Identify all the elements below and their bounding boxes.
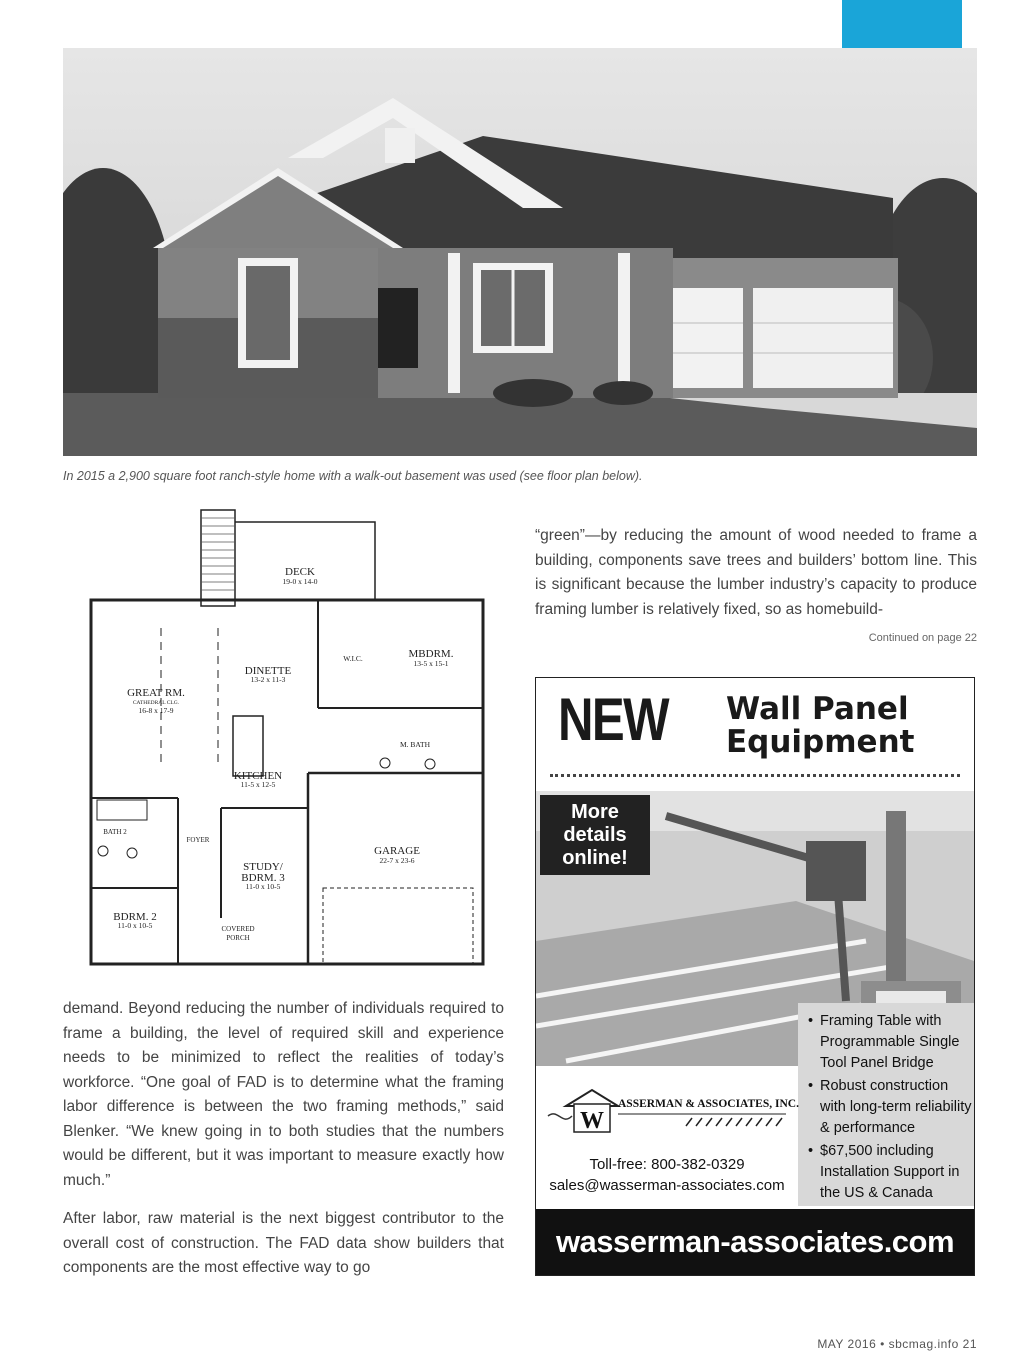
ad-phone[interactable]: Toll-free: 800-382-0329	[589, 1156, 745, 1173]
ad-email-link[interactable]: sales@wasserman-associates.com	[549, 1177, 785, 1194]
badge-line-2: details	[563, 824, 627, 846]
company-name: ASSERMAN & ASSOCIATES, INC.	[618, 1098, 799, 1110]
article-paragraph-right: “green”—by reducing the amount of wood needed to frame a building, components save trees and builders’ bottom line. This is significant because the lumber industry’s capacity to produce framing lumber is relatively fixed, so as homebuild-	[535, 527, 977, 618]
logo-letter: W	[580, 1108, 604, 1134]
svg-text:CATHEDRAL CLG.: CATHEDRAL CLG.	[132, 700, 180, 706]
badge-line-1: More	[571, 801, 619, 823]
svg-text:11-5 x 12-5: 11-5 x 12-5	[240, 780, 276, 789]
svg-text:GREAT RM.: GREAT RM.	[127, 687, 185, 699]
svg-text:22-7 x 23-6: 22-7 x 23-6	[379, 856, 415, 865]
svg-text:13-5 x 15-1: 13-5 x 15-1	[413, 659, 449, 668]
svg-text:COVERED: COVERED	[221, 925, 255, 933]
svg-text:MBDRM.: MBDRM.	[408, 648, 454, 660]
ad-headline-line2: Equipment	[726, 724, 915, 760]
page-folio: MAY 2016 • sbcmag.info 21	[817, 1337, 977, 1351]
svg-text:13-2 x 11-3: 13-2 x 11-3	[250, 675, 286, 684]
article-paragraph-left-1: demand. Beyond reducing the number of individuals required to frame a building, the level of required skill and experience needs to be minimized to reflect the realities of today’s workforce. “One goal of FAD is to determine what the framing labor difference is between the two framing methods,” said Blenker. “We knew going in to both studies that the numbers would be different, but it was important to measure exactly how much.”	[63, 1000, 504, 1189]
svg-text:BATH 2: BATH 2	[103, 828, 127, 836]
svg-text:KITCHEN: KITCHEN	[233, 770, 283, 782]
ad-feature-list	[798, 1003, 974, 1206]
floor-plan	[63, 508, 503, 970]
svg-text:16-8 x 17-9: 16-8 x 17-9	[138, 706, 174, 715]
svg-text:BDRM. 3: BDRM. 3	[241, 872, 285, 884]
ad-feature-item: • $67,500 including Installation Support in the US & Canada	[798, 1141, 974, 1204]
svg-text:FOYER: FOYER	[186, 836, 210, 844]
svg-text:19-0 x 14-0: 19-0 x 14-0	[282, 577, 318, 586]
wasserman-logo	[546, 1086, 791, 1136]
article-paragraph-left-2: After labor, raw material is the next biggest contributor to the overall cost of construction. The FAD data show builders that components are the most effective way to go	[63, 1210, 504, 1276]
svg-text:DINETTE: DINETTE	[244, 665, 292, 677]
svg-text:M. BATH: M. BATH	[399, 740, 431, 749]
ad-feature-item: • Framing Table with Programmable Single Tool Panel Bridge	[798, 1011, 974, 1074]
wasserman-ad[interactable]	[535, 677, 975, 1276]
photo-caption: In 2015 a 2,900 square foot ranch-style home with a walk-out basement was used (see floor plan below).	[63, 469, 643, 483]
svg-text:11-0 x 10-5: 11-0 x 10-5	[117, 921, 153, 930]
house-photo	[63, 48, 977, 456]
svg-text:PORCH: PORCH	[226, 934, 250, 942]
svg-text:GARAGE: GARAGE	[374, 845, 420, 857]
badge-line-3: online!	[562, 847, 628, 869]
ad-headline-line1: Wall Panel	[726, 691, 909, 727]
svg-text:BDRM. 2: BDRM. 2	[113, 911, 157, 923]
svg-text:STUDY/: STUDY/	[243, 861, 283, 873]
ad-feature-item: • Robust construction with long-term reliability & performance	[798, 1076, 974, 1139]
ad-website-link[interactable]: wasserman-associates.com	[536, 1209, 974, 1275]
plan-label-deck: DECK	[285, 566, 315, 578]
continued-note: Continued on page 22	[868, 632, 977, 644]
ad-new-label: NEW	[558, 686, 668, 753]
more-details-badge[interactable]	[540, 795, 650, 875]
svg-text:W.I.C.: W.I.C.	[343, 654, 363, 663]
ad-dotted-divider	[550, 774, 960, 777]
svg-text:11-0 x 10-5: 11-0 x 10-5	[245, 882, 281, 891]
